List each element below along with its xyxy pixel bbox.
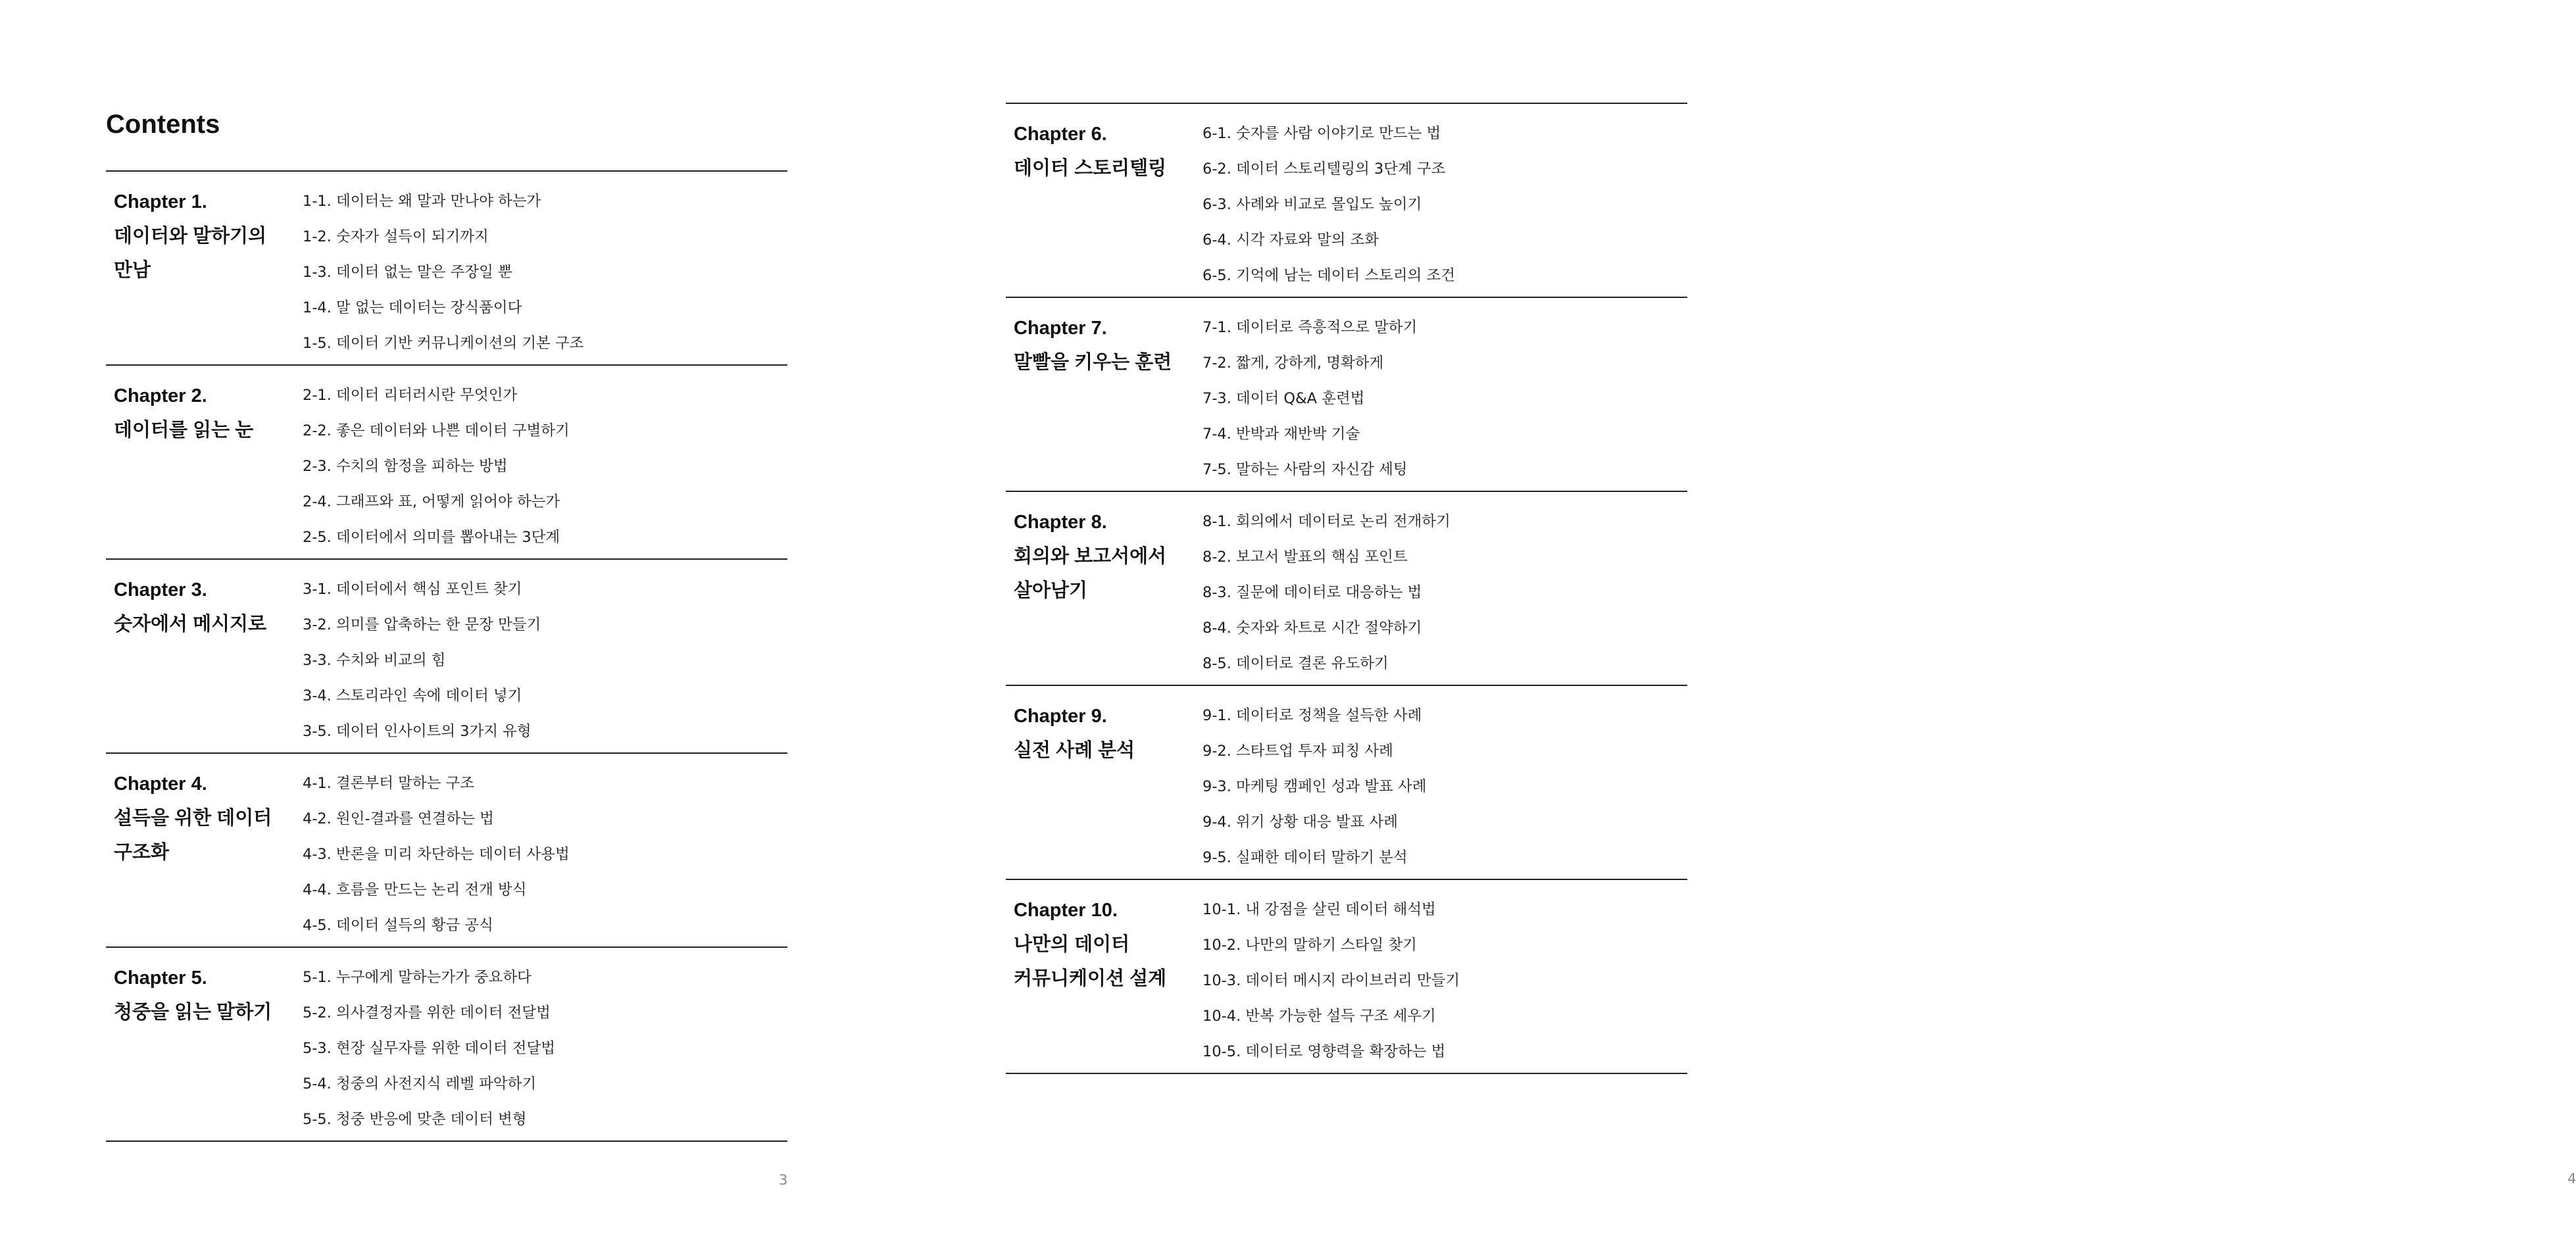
chapter-label: Chapter 5. xyxy=(114,968,207,989)
toc-item[interactable]: 6-5. 기억에 남는 데이터 스토리의 조건 xyxy=(1202,267,1455,284)
toc-item[interactable]: 9-2. 스타트업 투자 피칭 사례 xyxy=(1202,743,1393,760)
toc-item[interactable]: 3-2. 의미를 압축하는 한 문장 만들기 xyxy=(303,616,541,633)
chapter-title: 데이터를 읽는 눈 xyxy=(114,420,254,441)
toc-item[interactable]: 6-2. 데이터 스토리텔링의 3단계 구조 xyxy=(1202,160,1446,178)
toc-item[interactable]: 5-2. 의사결정자를 위한 데이터 전달법 xyxy=(303,1004,551,1021)
chapter-1 xyxy=(106,172,787,366)
toc-item[interactable]: 8-2. 보고서 발표의 핵심 포인트 xyxy=(1202,549,1408,566)
chapter-items xyxy=(303,766,570,943)
chapter-items xyxy=(1202,892,1460,1069)
chapter-items xyxy=(1202,116,1455,293)
toc-item[interactable]: 6-1. 숫자를 사람 이야기로 만드는 법 xyxy=(1202,125,1441,142)
chapter-items xyxy=(303,378,570,555)
chapter-label: Chapter 2. xyxy=(114,385,207,406)
chapter-items xyxy=(1202,504,1450,681)
toc-item[interactable]: 8-3. 질문에 데이터로 대응하는 법 xyxy=(1202,584,1422,601)
toc-item[interactable]: 10-1. 내 강점을 살린 데이터 해석법 xyxy=(1202,901,1436,918)
chapter-items xyxy=(303,572,541,749)
chapter-items xyxy=(1202,310,1417,487)
toc-item[interactable]: 1-2. 숫자가 설득이 되기까지 xyxy=(303,228,489,245)
chapter-items xyxy=(1202,698,1426,875)
chapter-title: 설득을 위한 데이터 구조화 xyxy=(114,808,272,863)
chapter-10 xyxy=(1006,880,1687,1074)
toc-item[interactable]: 7-2. 짧게, 강하게, 명확하게 xyxy=(1202,355,1384,372)
toc-item[interactable]: 7-5. 말하는 사람의 자신감 세팅 xyxy=(1202,461,1408,478)
toc-item[interactable]: 7-1. 데이터로 즉흥적으로 말하기 xyxy=(1202,319,1418,336)
chapter-label: Chapter 8. xyxy=(1014,512,1107,533)
toc-item[interactable]: 6-3. 사례와 비교로 몰입도 높이기 xyxy=(1202,196,1422,213)
toc-item[interactable]: 8-5. 데이터로 결론 유도하기 xyxy=(1202,655,1389,672)
chapter-title: 데이터와 말하기의 만남 xyxy=(114,226,267,281)
chapter-6 xyxy=(1006,104,1687,298)
toc-item[interactable]: 9-4. 위기 상황 대응 발표 사례 xyxy=(1202,814,1399,831)
contents-heading: Contents xyxy=(106,110,220,139)
toc-item[interactable]: 1-1. 데이터는 왜 말과 만나야 하는가 xyxy=(303,193,541,210)
toc-item[interactable]: 7-3. 데이터 Q&A 훈련법 xyxy=(1202,390,1365,407)
toc-item[interactable]: 8-1. 회의에서 데이터로 논리 전개하기 xyxy=(1202,513,1450,530)
right-page xyxy=(888,0,2576,1251)
toc-item[interactable]: 5-5. 청중 반응에 맞춘 데이터 변형 xyxy=(303,1111,527,1128)
chapter-title: 실전 사례 분석 xyxy=(1014,740,1135,761)
toc-item[interactable]: 3-5. 데이터 인사이트의 3가지 유형 xyxy=(303,723,532,740)
toc-item[interactable]: 4-1. 결론부터 말하는 구조 xyxy=(303,775,474,792)
chapter-label: Chapter 7. xyxy=(1014,318,1107,339)
toc-item[interactable]: 4-3. 반론을 미리 차단하는 데이터 사용법 xyxy=(303,846,570,863)
toc-item[interactable]: 3-4. 스토리라인 속에 데이터 넣기 xyxy=(303,687,522,704)
toc-item[interactable]: 2-1. 데이터 리터러시란 무엇인가 xyxy=(303,387,518,404)
toc-item[interactable]: 2-3. 수치의 함정을 피하는 방법 xyxy=(303,458,508,475)
toc-item[interactable]: 4-5. 데이터 설득의 황금 공식 xyxy=(303,917,493,934)
toc-item[interactable]: 2-2. 좋은 데이터와 나쁜 데이터 구별하기 xyxy=(303,422,570,439)
toc-item[interactable]: 5-4. 청중의 사전지식 레벨 파악하기 xyxy=(303,1075,537,1092)
toc-item[interactable]: 10-5. 데이터로 영향력을 확장하는 법 xyxy=(1202,1043,1446,1060)
toc-item[interactable]: 10-4. 반복 가능한 설득 구조 세우기 xyxy=(1202,1008,1436,1025)
toc-left xyxy=(106,170,787,1142)
chapter-9 xyxy=(1006,686,1687,880)
toc-item[interactable]: 1-3. 데이터 없는 말은 주장일 뿐 xyxy=(303,264,512,281)
toc-item[interactable]: 5-1. 누구에게 말하는가가 중요하다 xyxy=(303,969,532,986)
chapter-title: 나만의 데이터 커뮤니케이션 설계 xyxy=(1014,934,1167,989)
toc-item[interactable]: 9-1. 데이터로 정책을 설득한 사례 xyxy=(1202,707,1422,724)
chapter-label: Chapter 4. xyxy=(114,773,207,795)
toc-item[interactable]: 3-1. 데이터에서 핵심 포인트 찾기 xyxy=(303,581,522,598)
chapter-label: Chapter 3. xyxy=(114,579,207,601)
toc-item[interactable]: 4-2. 원인-결과를 연결하는 법 xyxy=(303,810,494,827)
toc-item[interactable]: 4-4. 흐름을 만드는 논리 전개 방식 xyxy=(303,881,527,898)
chapter-label: Chapter 1. xyxy=(114,191,207,212)
chapter-title: 말빨을 키우는 훈련 xyxy=(1014,352,1172,373)
toc-item[interactable]: 9-3. 마케팅 캠페인 성과 발표 사례 xyxy=(1202,778,1427,795)
chapter-title: 데이터 스토리텔링 xyxy=(1014,158,1167,179)
toc-right xyxy=(1006,103,1687,1074)
toc-item[interactable]: 9-5. 실패한 데이터 말하기 분석 xyxy=(1202,849,1408,866)
left-page xyxy=(0,0,888,1251)
chapter-8 xyxy=(1006,492,1687,686)
chapter-label: Chapter 6. xyxy=(1014,124,1107,145)
chapter-7 xyxy=(1006,298,1687,492)
toc-item[interactable]: 1-5. 데이터 기반 커뮤니케이션의 기본 구조 xyxy=(303,335,584,352)
chapter-items xyxy=(303,184,583,361)
chapter-label: Chapter 9. xyxy=(1014,706,1107,727)
toc-item[interactable]: 10-2. 나만의 말하기 스타일 찾기 xyxy=(1202,937,1417,954)
toc-item[interactable]: 10-3. 데이터 메시지 라이브러리 만들기 xyxy=(1202,972,1460,989)
toc-item[interactable]: 3-3. 수치와 비교의 힘 xyxy=(303,652,446,669)
chapter-items xyxy=(303,960,555,1137)
toc-item[interactable]: 5-3. 현장 실무자를 위한 데이터 전달법 xyxy=(303,1040,555,1057)
page-number: 4 xyxy=(2567,1171,2576,1187)
toc-item[interactable]: 7-4. 반박과 재반박 기술 xyxy=(1202,426,1360,443)
chapter-title: 숫자에서 메시지로 xyxy=(114,614,267,635)
chapter-title: 청중을 읽는 말하기 xyxy=(114,1002,272,1023)
toc-item[interactable]: 2-4. 그래프와 표, 어떻게 읽어야 하는가 xyxy=(303,493,560,510)
chapter-2 xyxy=(106,366,787,560)
toc-item[interactable]: 6-4. 시각 자료와 말의 조화 xyxy=(1202,232,1379,249)
chapter-4 xyxy=(106,754,787,948)
toc-item[interactable]: 8-4. 숫자와 차트로 시간 절약하기 xyxy=(1202,620,1422,637)
chapter-title: 회의와 보고서에서 살아남기 xyxy=(1014,546,1167,601)
chapter-label: Chapter 10. xyxy=(1014,900,1118,921)
chapter-3 xyxy=(106,560,787,754)
toc-item[interactable]: 1-4. 말 없는 데이터는 장식품이다 xyxy=(303,299,522,316)
chapter-5 xyxy=(106,948,787,1142)
page-number: 3 xyxy=(779,1172,788,1188)
toc-item[interactable]: 2-5. 데이터에서 의미를 뽑아내는 3단계 xyxy=(303,529,560,546)
